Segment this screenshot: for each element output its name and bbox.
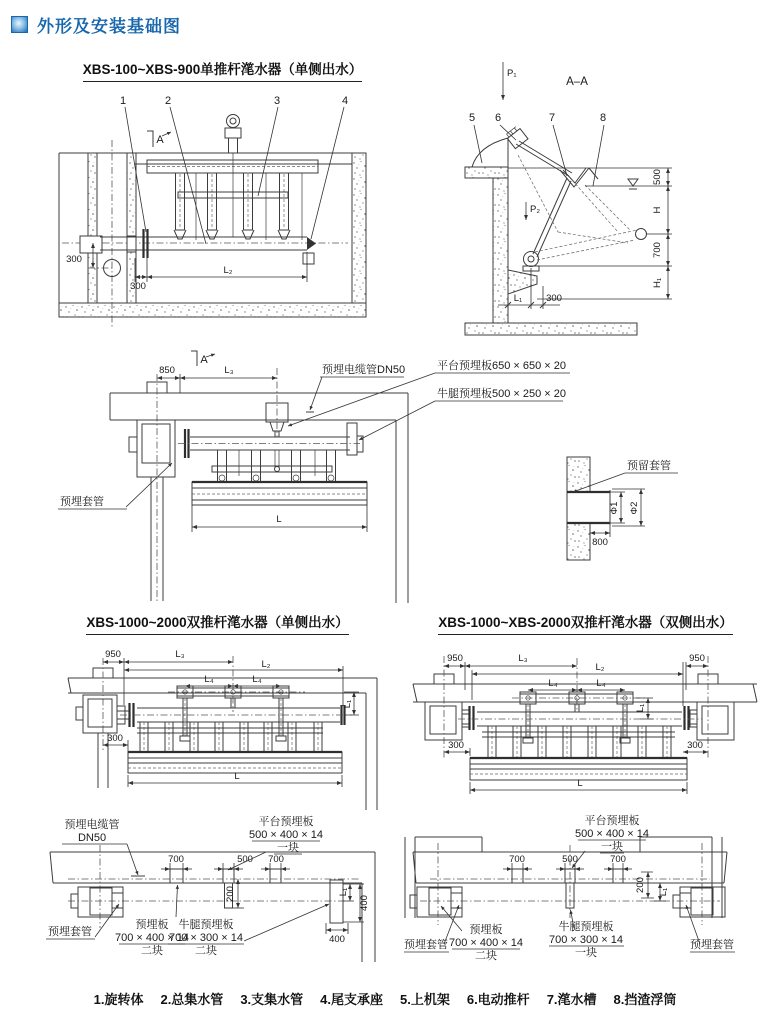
dim-l1: L₁	[513, 293, 523, 304]
legend-item-1: 1.旋转体	[93, 992, 144, 1007]
dim-400-horiz: 400	[329, 934, 345, 945]
dim-300-left: 300	[448, 740, 464, 751]
label-corbel-plate: 牛腿预埋板500 × 250 × 20	[437, 388, 567, 400]
dim-200: 200	[225, 886, 236, 902]
dim-300-right: 300	[687, 740, 703, 751]
drawing-4-sleeve-detail	[567, 457, 678, 560]
dim-l1: L₁	[338, 887, 349, 897]
label-cable-pipe: 预埋电缆管DN50	[322, 364, 406, 376]
label-corbel-plate-line2: 700 × 300 × 14	[168, 932, 244, 944]
label-embed-plate-line1: 预埋板	[135, 919, 169, 931]
callout-8: 8	[599, 112, 607, 124]
callout-5: 5	[468, 112, 476, 124]
dim-l2: L₂	[261, 659, 271, 670]
legend-item-2: 2.总集水管	[160, 992, 224, 1007]
dim-200: 200	[635, 877, 646, 893]
dim-700a: 700	[168, 854, 184, 865]
section-a-marker-2: A	[200, 354, 208, 366]
label-cable-pipe-line1: 预埋电缆管	[64, 819, 120, 831]
drawing1-title: XBS-100~XBS-900单推杆滗水器（单侧出水）	[40, 58, 405, 82]
dim-700b: 700	[610, 854, 626, 865]
parts-legend	[0, 989, 770, 1008]
dim-300-left: 300	[66, 254, 82, 265]
dim-l2: L₂	[595, 662, 605, 673]
callout-4: 4	[341, 95, 349, 107]
callout-6: 6	[494, 112, 502, 124]
dim-l4b: L₄	[596, 678, 606, 689]
dim-950-left: 950	[447, 653, 463, 664]
dim-800: 800	[592, 537, 608, 548]
dim-300-bottom: 300	[130, 281, 146, 292]
label-embedded-sleeve-right: 预埋套管	[690, 939, 734, 951]
callout-3: 3	[273, 95, 281, 107]
dim-l1: L₁	[658, 887, 669, 897]
dim-l3: L₃	[518, 653, 528, 664]
legend-item-3: 3.支集水管	[240, 992, 304, 1007]
drawing-6-double-rod-double-outlet	[413, 653, 757, 794]
label-platform-plate: 平台预埋板650 × 650 × 20	[437, 360, 567, 372]
dim-700b: 700	[268, 854, 284, 865]
dim-l3: L₃	[224, 365, 234, 376]
callout-1: 1	[119, 95, 127, 107]
label-platform-plate-line3: 一块	[601, 841, 623, 853]
dim-400-vert: 400	[359, 895, 370, 911]
label-platform-plate-line2: 500 × 400 × 14	[574, 828, 650, 840]
dim-phi1: Φ1	[609, 501, 620, 515]
dim-l: L	[577, 778, 583, 789]
label-corbel-plate-line1: 牛腿预埋板	[178, 919, 234, 931]
label-embedded-sleeve: 预埋套管	[48, 926, 92, 938]
dim-950: 950	[105, 649, 121, 660]
callout-2: 2	[164, 95, 172, 107]
load-p2: P₂	[530, 204, 541, 215]
drawing6-title: XBS-1000~XBS-2000双推杆滗水器（双侧出水）	[403, 611, 768, 635]
dim-phi2: Φ2	[629, 501, 640, 515]
dim-h: H	[652, 206, 663, 214]
dim-700a: 700	[509, 854, 525, 865]
label-corbel-plate-line3: 一块	[575, 947, 597, 959]
dim-l4a: L₄	[204, 674, 214, 685]
drawing-8-foundation-double	[404, 813, 735, 962]
dim-500: 500	[652, 169, 663, 185]
drawing5-title: XBS-1000~2000双推杆滗水器（单侧出水）	[35, 611, 400, 635]
legend-item-7: 7.滗水槽	[546, 992, 597, 1007]
dim-500: 500	[562, 854, 578, 865]
legend-item-5: 5.上机架	[400, 992, 450, 1007]
label-corbel-plate-line1: 牛腿预埋板	[558, 921, 614, 933]
label-platform-plate-line3: 一块	[277, 842, 299, 854]
label-embedded-sleeve: 预埋套管	[60, 496, 104, 508]
dim-300: 300	[107, 733, 123, 744]
label-embed-plate-line1: 预埋板	[469, 924, 503, 936]
label-embed-plate-line2: 700 × 400 × 14	[448, 937, 524, 949]
dim-l4b: L₄	[252, 674, 262, 685]
drawing-7-foundation-single	[46, 814, 375, 962]
page-title: 外形及安装基础图	[37, 17, 181, 36]
dim-850: 850	[159, 365, 175, 376]
drawing-3-installation-view	[58, 351, 570, 603]
legend-item-6: 6.电动推杆	[466, 992, 530, 1007]
drawing-2-section-aa	[465, 62, 672, 335]
label-cable-pipe-line2: DN50	[77, 832, 107, 844]
legend-item-4: 4.尾支承座	[320, 992, 383, 1007]
label-platform-plate-line1: 平台预埋板	[584, 815, 640, 827]
dim-l3: L₃	[175, 649, 185, 660]
dim-l: L	[234, 771, 240, 782]
dim-l1: L₁	[342, 699, 353, 709]
load-p1: P₁	[507, 68, 517, 79]
dim-500: 500	[237, 854, 253, 865]
label-embedded-sleeve-left: 预埋套管	[404, 939, 448, 951]
legend-item-8: 8.挡渣浮筒	[613, 992, 677, 1007]
label-embed-plate-line2: 700 × 400 × 14	[114, 932, 190, 944]
label-corbel-plate-line3: 二块	[195, 945, 217, 957]
dim-l: L	[276, 514, 282, 525]
drawing-5-double-rod-single-outlet	[68, 649, 377, 810]
dim-l2: L₂	[223, 265, 233, 276]
dim-l4a: L₄	[548, 678, 558, 689]
label-corbel-plate-line2: 700 × 300 × 14	[548, 934, 624, 946]
section-a-marker: A	[156, 134, 164, 146]
callout-7: 7	[548, 112, 556, 124]
label-embed-plate-line3: 二块	[475, 950, 497, 962]
dim-950-right: 950	[689, 653, 705, 664]
label-embed-plate-line3: 二块	[141, 945, 163, 957]
dim-700: 700	[652, 242, 663, 258]
label-reserved-sleeve: 预留套管	[627, 460, 671, 472]
dim-h1: H₁	[652, 277, 663, 289]
label-platform-plate-line1: 平台预埋板	[258, 816, 314, 828]
drawing-1-plan-view	[59, 95, 366, 328]
label-platform-plate-line2: 500 × 400 × 14	[248, 829, 324, 841]
dim-300: 300	[546, 293, 562, 304]
section-aa-title: A–A	[566, 76, 588, 88]
dim-l1: L₁	[635, 703, 646, 713]
